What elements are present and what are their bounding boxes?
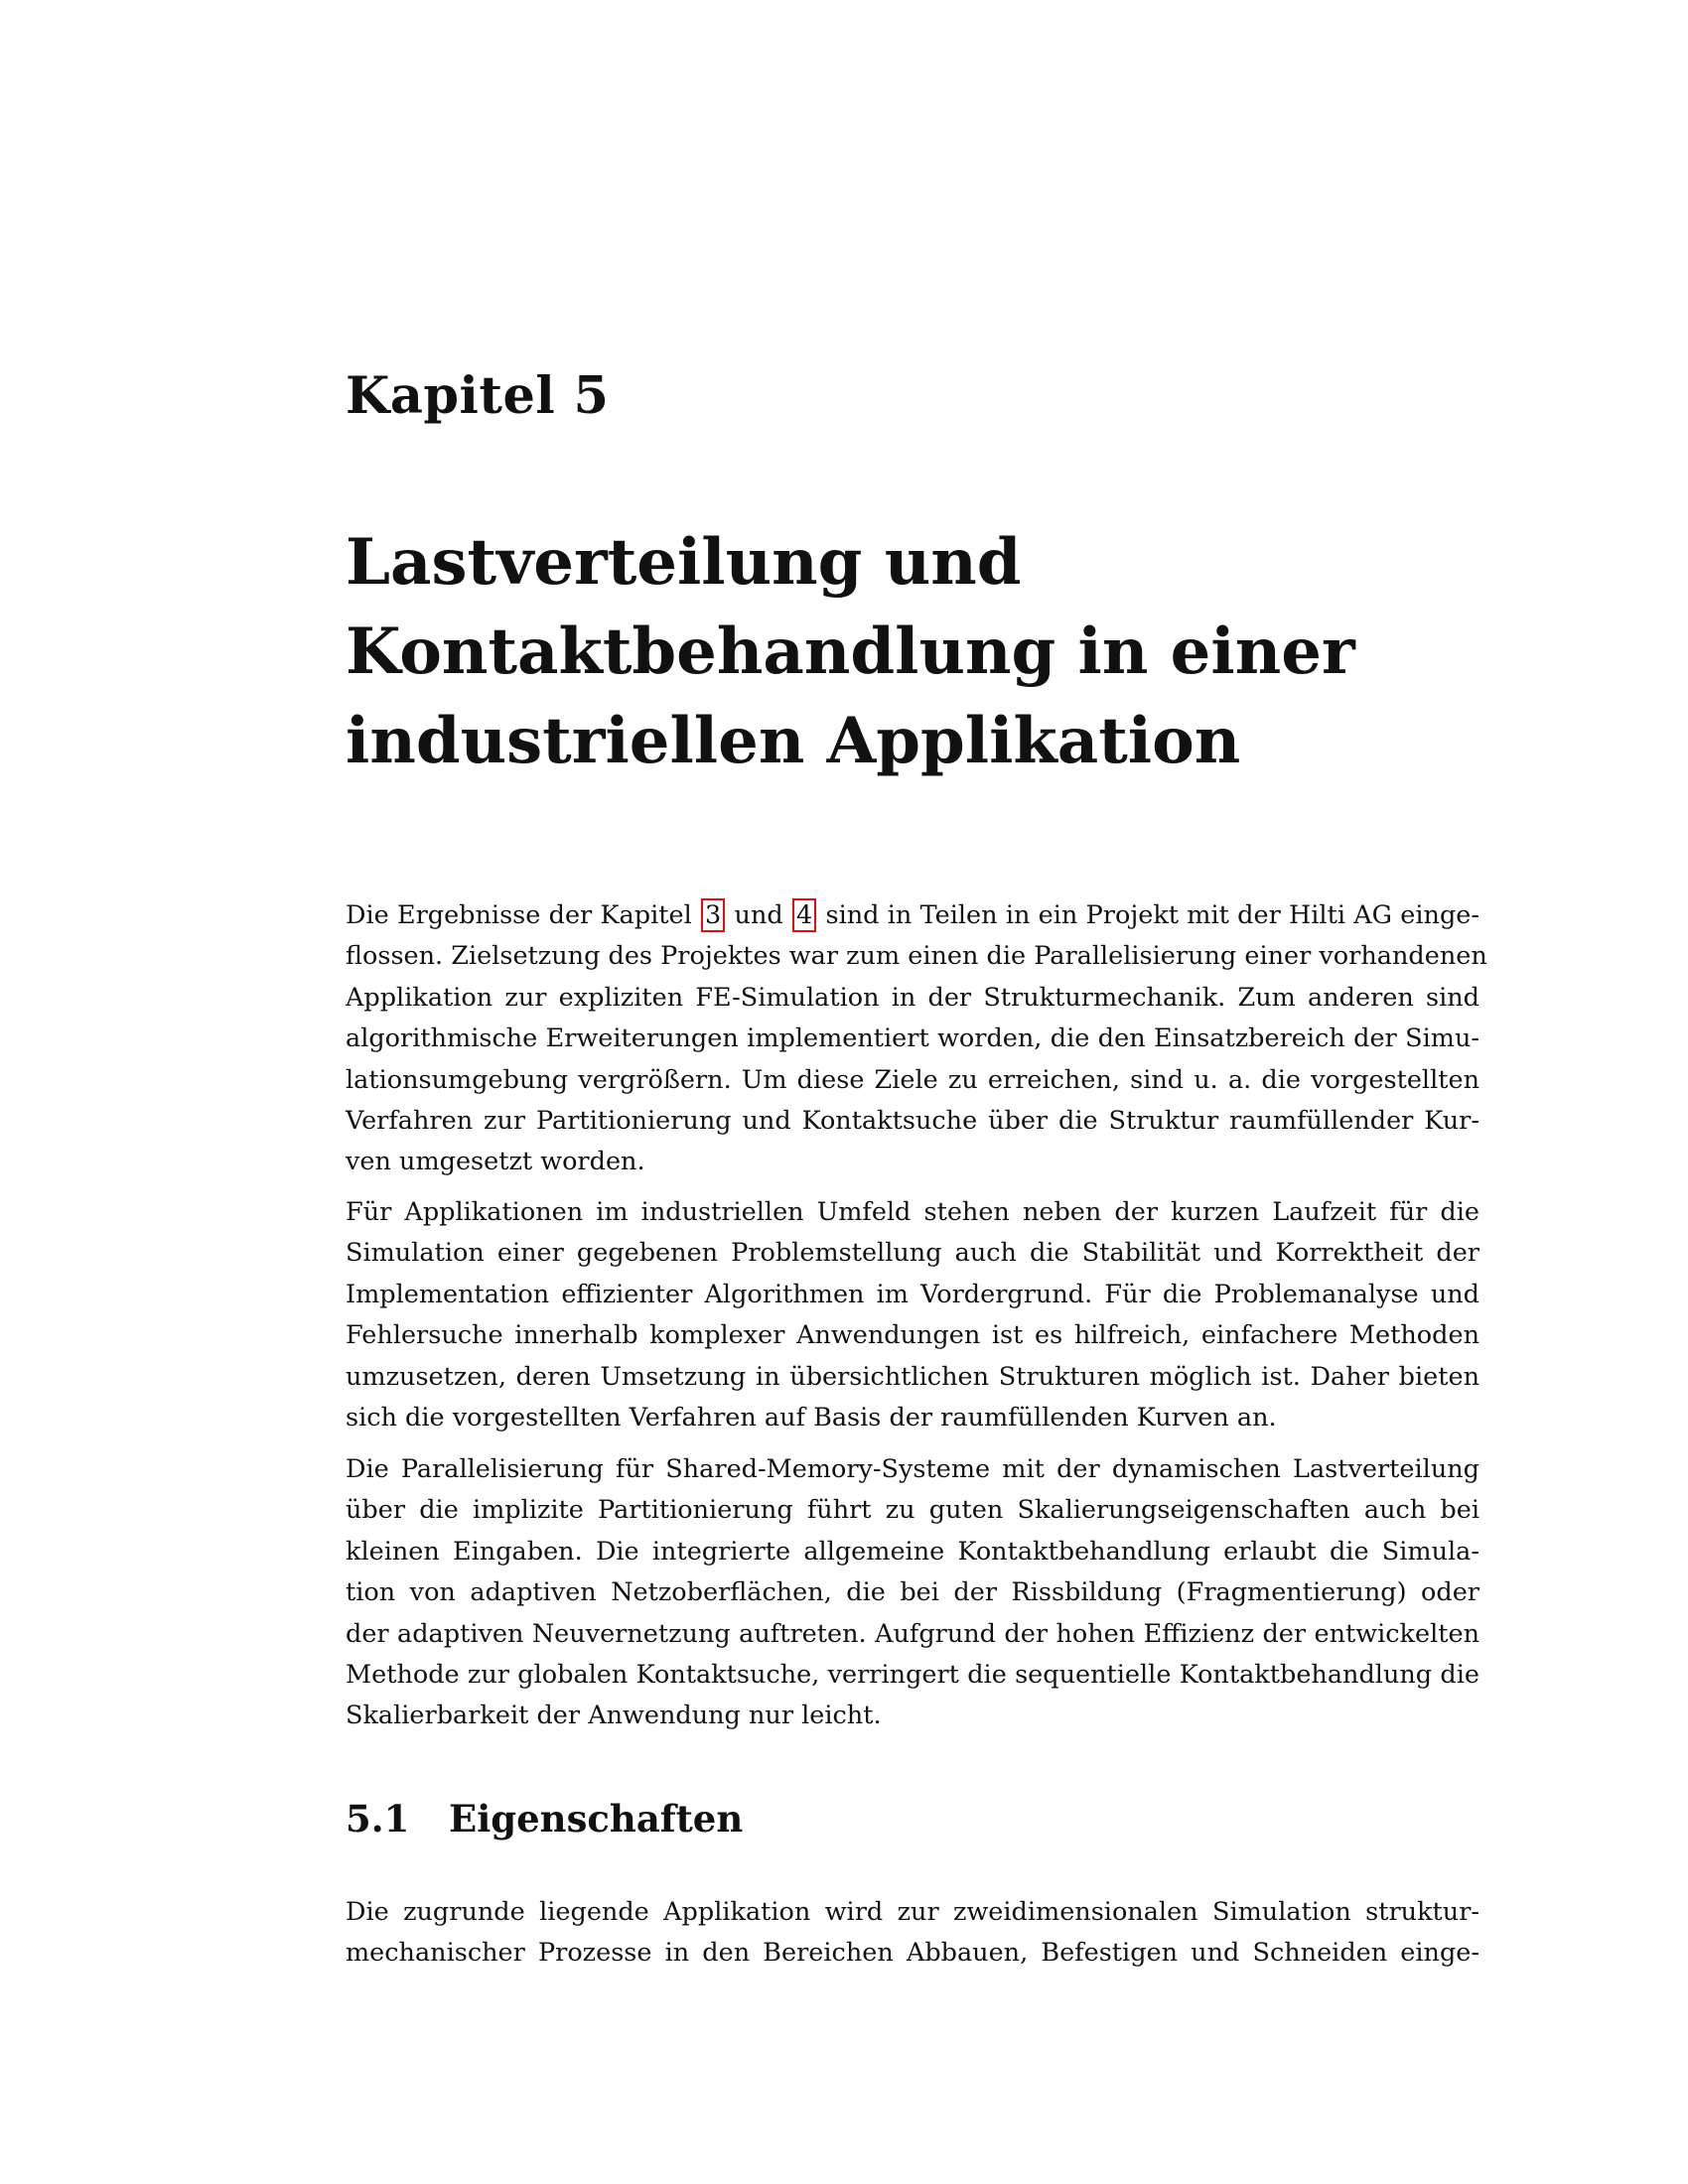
paragraph-line: Die zugrunde liegende Applikation wird zur zweidimensionalen Simulation struktur- <box>346 1897 1479 1927</box>
paragraph-line: Methode zur globalen Kontaktsuche, verringert die sequentielle Kontaktbehandlung die <box>346 1660 1479 1691</box>
text-run: und <box>734 900 783 930</box>
paragraph-line: tion von adaptiven Netzoberflächen, die bei der Rissbildung (Fragmentierung) oder <box>346 1577 1479 1608</box>
paragraph-line: Fehlersuche innerhalb komplexer Anwendungen ist es hilfreich, einfachere Methoden <box>346 1320 1479 1351</box>
chapter-label: Kapitel 5 <box>346 366 610 426</box>
chapter-title <box>346 518 1487 786</box>
paragraph-line: über die implizite Partitionierung führt zu guten Skalierungseigenschaften auch bei <box>346 1495 1479 1526</box>
paragraph-line: ven umgesetzt worden. <box>346 1147 645 1177</box>
section-title: Eigenschaften <box>449 1797 744 1841</box>
section-heading <box>346 1797 744 1841</box>
paragraph-line: Simulation einer gegebenen Problemstellung auch die Stabilität und Korrektheit der <box>346 1238 1479 1269</box>
paragraph-line: mechanischer Prozesse in den Bereichen Abbauen, Befestigen und Schneiden einge- <box>346 1938 1479 1969</box>
paragraph-line: Die Parallelisierung für Shared-Memory-Systeme mit der dynamischen Lastverteilung <box>346 1454 1479 1484</box>
section-number: 5.1 <box>346 1797 410 1841</box>
paragraph-line: umzusetzen, deren Umsetzung in übersichtlichen Strukturen möglich ist. Daher bieten <box>346 1361 1479 1392</box>
text-run: sind in Teilen in ein Projekt mit der Hilti AG einge- <box>825 900 1480 930</box>
paragraph-line: lationsumgebung vergrößern. Um diese Ziele zu erreichen, sind u. a. die vorgestellten <box>346 1064 1479 1095</box>
paragraph-line: der adaptiven Neuvernetzung auftreten. Aufgrund der hohen Effizienz der entwickelten <box>346 1618 1479 1649</box>
paragraph-line: sich die vorgestellten Verfahren auf Basis der raumfüllenden Kurven an. <box>346 1403 1277 1433</box>
paragraph-line: Für Applikationen im industriellen Umfeld stehen neben der kurzen Laufzeit für die <box>346 1197 1479 1227</box>
paragraph-line: flossen. Zielsetzung des Projektes war zum einen die Parallelisierung einer vorhandenen <box>346 941 1487 972</box>
paragraph-line: Verfahren zur Partitionierung und Kontaktsuche über die Struktur raumfüllender Kur- <box>346 1106 1479 1137</box>
intro-paragraph-2 <box>346 1192 1479 1438</box>
paragraph-line <box>346 895 1479 936</box>
paragraph-line: Skalierbarkeit der Anwendung nur leicht. <box>346 1701 882 1731</box>
chapter-title-line: Lastverteilung und <box>346 525 1022 600</box>
chapter-title-line: industriellen Applikation <box>346 704 1241 778</box>
chapter-ref-link[interactable]: 4 <box>792 898 816 932</box>
paragraph-line: kleinen Eingaben. Die integrierte allgemeine Kontaktbehandlung erlaubt die Simula- <box>346 1536 1479 1567</box>
paragraph-line: algorithmische Erweiterungen implementiert worden, die den Einsatzbereich der Simu- <box>346 1024 1479 1054</box>
intro-paragraph-3 <box>346 1449 1479 1737</box>
text-run: Die Ergebnisse der Kapitel <box>346 900 692 930</box>
intro-paragraph-1 <box>346 895 1487 1183</box>
section-paragraph-1 <box>346 1892 1479 1975</box>
chapter-title-line: Kontaktbehandlung in einer <box>346 614 1355 689</box>
paragraph-line: Implementation effizienter Algorithmen im Vordergrund. Für die Problemanalyse und <box>346 1279 1479 1309</box>
paragraph-line: Applikation zur expliziten FE-Simulation in der Strukturmechanik. Zum anderen sind <box>346 982 1479 1013</box>
chapter-ref-link[interactable]: 3 <box>701 898 725 932</box>
